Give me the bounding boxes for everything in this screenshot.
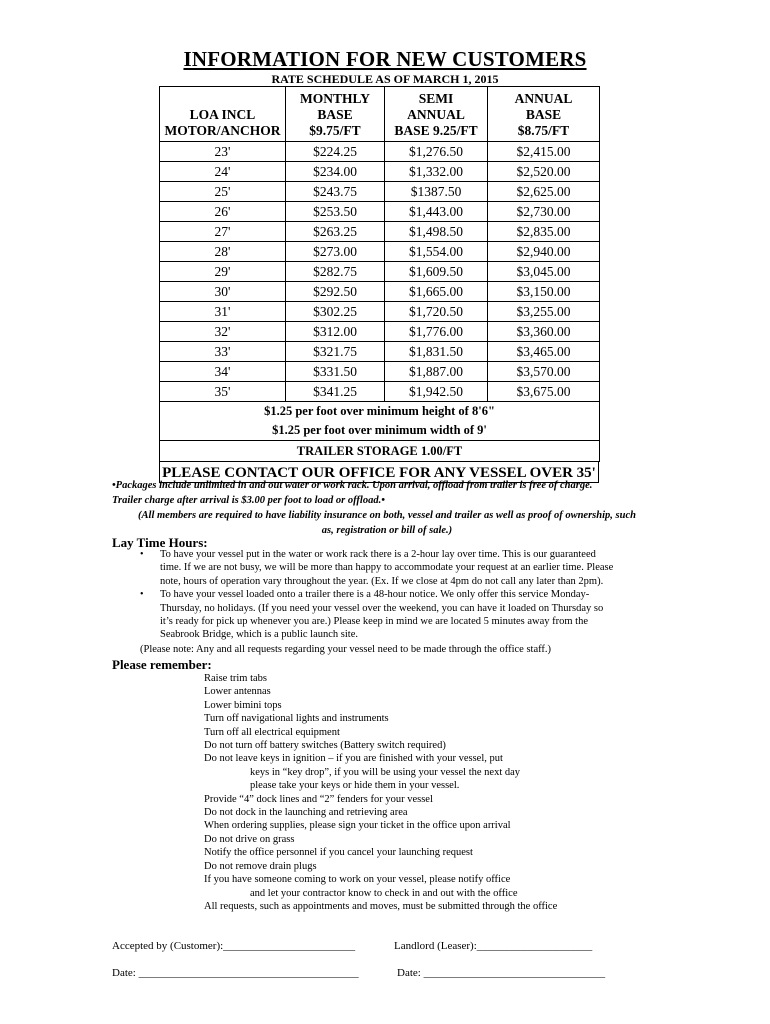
list-item: Turn off navigational lights and instruments <box>204 713 389 725</box>
loa-cell: 23' <box>160 142 286 162</box>
table-row <box>160 202 600 222</box>
table-row <box>160 302 600 322</box>
table-row <box>160 142 600 162</box>
annual-cell: $2,520.00 <box>488 162 600 182</box>
list-item: Lower antennas <box>204 686 271 698</box>
bullet-line: Seabrook Bridge, which is a public launch site. <box>160 629 358 641</box>
header-line: BASE 9.25/FT <box>394 123 478 138</box>
surcharge-width: $1.25 per foot over minimum width of 9' <box>272 423 487 437</box>
loa-cell: 24' <box>160 162 286 182</box>
annual-cell: $3,465.00 <box>488 342 600 362</box>
annual-cell: $3,675.00 <box>488 382 600 402</box>
list-item <box>140 588 655 642</box>
rate-table-header <box>160 87 600 142</box>
list-item: Notify the office personnel if you cancel your launching request <box>204 847 473 859</box>
header-line: ANNUAL <box>514 91 573 106</box>
list-item: keys in “key drop”, if you will be using your vessel the next day <box>250 766 521 778</box>
table-row <box>160 342 600 362</box>
semi-annual-cell: $1,332.00 <box>385 162 488 182</box>
customer-date-line[interactable]: Date: ________________________________________ <box>112 967 359 979</box>
table-row <box>160 362 600 382</box>
notes-line-3: (All members are required to have liability insurance on both, vessel and trailer as well as proof of ownership, such <box>138 510 636 521</box>
bullet-line: note, hours of operation vary throughout the year. (Ex. If we close at 4pm do not call any later than 2pm). <box>160 575 604 587</box>
semi-annual-cell: $1387.50 <box>385 182 488 202</box>
notes-line-2: Trailer charge after arrival is $3.00 per foot to load or offload.• <box>112 495 385 506</box>
monthly-cell: $273.00 <box>286 242 385 262</box>
landlord-date-line[interactable]: Date: _________________________________ <box>397 967 606 979</box>
annual-cell: $2,835.00 <box>488 222 600 242</box>
monthly-cell: $331.50 <box>286 362 385 382</box>
annual-cell: $2,625.00 <box>488 182 600 202</box>
monthly-cell: $224.25 <box>286 142 385 162</box>
monthly-cell: $292.50 <box>286 282 385 302</box>
header-line: MOTOR/ANCHOR <box>164 123 281 138</box>
notes-line-4: as, registration or bill of sale.) <box>321 525 453 536</box>
package-notes <box>112 478 662 538</box>
bullet-icon: • <box>140 549 144 560</box>
header-line: BASE <box>317 107 353 122</box>
lay-time-note: (Please note: Any and all requests regarding your vessel need to be made through the office staff.) <box>140 644 552 655</box>
semi-annual-cell: $1,887.00 <box>385 362 488 382</box>
annual-cell: $3,255.00 <box>488 302 600 322</box>
loa-cell: 31' <box>160 302 286 322</box>
loa-cell: 35' <box>160 382 286 402</box>
list-item: If you have someone coming to work on your vessel, please notify office <box>204 874 511 886</box>
monthly-cell: $312.00 <box>286 322 385 342</box>
loa-cell: 34' <box>160 362 286 382</box>
table-row <box>160 182 600 202</box>
header-semi-annual <box>385 87 488 142</box>
semi-annual-cell: $1,443.00 <box>385 202 488 222</box>
bullet-line: To have your vessel loaded onto a trailer there is a 48-hour notice. We only offer this service Monday- <box>160 589 590 601</box>
semi-annual-cell: $1,276.50 <box>385 142 488 162</box>
notes-line-1: •Packages include unlimited in and out water or work rack. Upon arrival, offload from trailer is free of charge. <box>112 480 593 491</box>
list-item: Turn off all electrical equipment <box>204 726 340 738</box>
semi-annual-cell: $1,609.50 <box>385 262 488 282</box>
loa-cell: 33' <box>160 342 286 362</box>
header-line: $8.75/FT <box>517 123 570 138</box>
monthly-cell: $282.75 <box>286 262 385 282</box>
monthly-cell: $341.25 <box>286 382 385 402</box>
semi-annual-cell: $1,831.50 <box>385 342 488 362</box>
rate-table <box>159 86 600 462</box>
loa-cell: 30' <box>160 282 286 302</box>
loa-cell: 29' <box>160 262 286 282</box>
list-item: Raise trim tabs <box>204 673 267 684</box>
list-item: Do not drive on grass <box>204 833 295 845</box>
table-row <box>160 382 600 402</box>
table-row <box>160 322 600 342</box>
table-row <box>160 222 600 242</box>
landlord-signature-line[interactable]: Landlord (Leaser):_____________________ <box>394 940 593 952</box>
list-item: Do not leave keys in ignition – if you are finished with your vessel, put <box>204 753 503 765</box>
header-line: SEMI <box>418 91 454 106</box>
annual-cell: $2,730.00 <box>488 202 600 222</box>
table-row <box>160 242 600 262</box>
loa-cell: 27' <box>160 222 286 242</box>
list-item: and let your contractor know to check in and out with the office <box>250 887 518 899</box>
header-loa <box>160 87 286 142</box>
page-title: INFORMATION FOR NEW CUSTOMERS <box>183 47 587 71</box>
table-row <box>160 262 600 282</box>
monthly-cell: $302.25 <box>286 302 385 322</box>
contact-text: PLEASE CONTACT OUR OFFICE FOR ANY VESSEL OVER 35' <box>162 465 596 481</box>
list-item: Lower bimini tops <box>204 699 282 711</box>
bullet-line: it’s ready for pick up whenever you are.) Please keep in mind we are located 5 minutes away from the <box>160 616 589 628</box>
trailer-storage: TRAILER STORAGE 1.00/FT <box>160 441 600 462</box>
monthly-cell: $234.00 <box>286 162 385 182</box>
loa-cell: 25' <box>160 182 286 202</box>
surcharge-cell <box>160 402 600 441</box>
list-item: Provide “4” dock lines and “2” fenders for your vessel <box>204 793 433 805</box>
header-line: ANNUAL <box>407 107 465 122</box>
monthly-cell: $253.50 <box>286 202 385 222</box>
header-monthly <box>286 87 385 142</box>
list-item: please take your keys or hide them in your vessel. <box>250 780 460 792</box>
annual-cell: $3,045.00 <box>488 262 600 282</box>
bullet-line: Thursday, no holidays. (If you need your vessel over the weekend, you can have it loaded on Thursday so <box>160 602 604 614</box>
bullet-line: time. If we are not busy, we will be more than happy to accommodate your request at an earlier time. Please <box>160 562 614 574</box>
annual-cell: $3,360.00 <box>488 322 600 342</box>
bullet-icon: • <box>140 589 144 601</box>
semi-annual-cell: $1,776.00 <box>385 322 488 342</box>
customer-signature-line[interactable]: Accepted by (Customer):________________________ <box>112 940 356 952</box>
annual-cell: $2,940.00 <box>488 242 600 262</box>
remember-list <box>204 672 634 913</box>
semi-annual-cell: $1,720.50 <box>385 302 488 322</box>
table-row <box>160 162 600 182</box>
header-line: MONTHLY <box>299 91 370 106</box>
semi-annual-cell: $1,665.00 <box>385 282 488 302</box>
annual-cell: $3,150.00 <box>488 282 600 302</box>
remember-title: Please remember: <box>112 657 212 672</box>
list-item: All requests, such as appointments and moves, must be submitted through the office <box>204 900 558 912</box>
bullet-line: To have your vessel put in the water or work rack there is a 2-hour lay over time. This is our guaranteed <box>160 549 596 560</box>
semi-annual-cell: $1,498.50 <box>385 222 488 242</box>
annual-cell: $3,570.00 <box>488 362 600 382</box>
rate-table-body <box>160 142 600 402</box>
list-item: When ordering supplies, please sign your ticket in the office upon arrival <box>204 820 511 832</box>
lay-time-list <box>140 548 655 642</box>
header-annual <box>488 87 600 142</box>
header-line: BASE <box>525 107 562 122</box>
list-item: Do not turn off battery switches (Battery switch required) <box>204 740 446 752</box>
list-item: Do not dock in the launching and retrieving area <box>204 807 408 819</box>
semi-annual-cell: $1,554.00 <box>385 242 488 262</box>
lay-time-title: Lay Time Hours: <box>112 535 208 550</box>
surcharge-height: $1.25 per foot over minimum height of 8'6" <box>264 404 495 418</box>
header-line: $9.75/FT <box>309 123 361 138</box>
header-line: LOA INCL <box>189 107 256 122</box>
monthly-cell: $263.25 <box>286 222 385 242</box>
loa-cell: 26' <box>160 202 286 222</box>
table-row <box>160 282 600 302</box>
list-item: Do not remove drain plugs <box>204 860 317 872</box>
loa-cell: 32' <box>160 322 286 342</box>
monthly-cell: $243.75 <box>286 182 385 202</box>
annual-cell: $2,415.00 <box>488 142 600 162</box>
rate-schedule-date: RATE SCHEDULE AS OF MARCH 1, 2015 <box>271 72 499 86</box>
list-item <box>140 548 655 588</box>
monthly-cell: $321.75 <box>286 342 385 362</box>
semi-annual-cell: $1,942.50 <box>385 382 488 402</box>
loa-cell: 28' <box>160 242 286 262</box>
